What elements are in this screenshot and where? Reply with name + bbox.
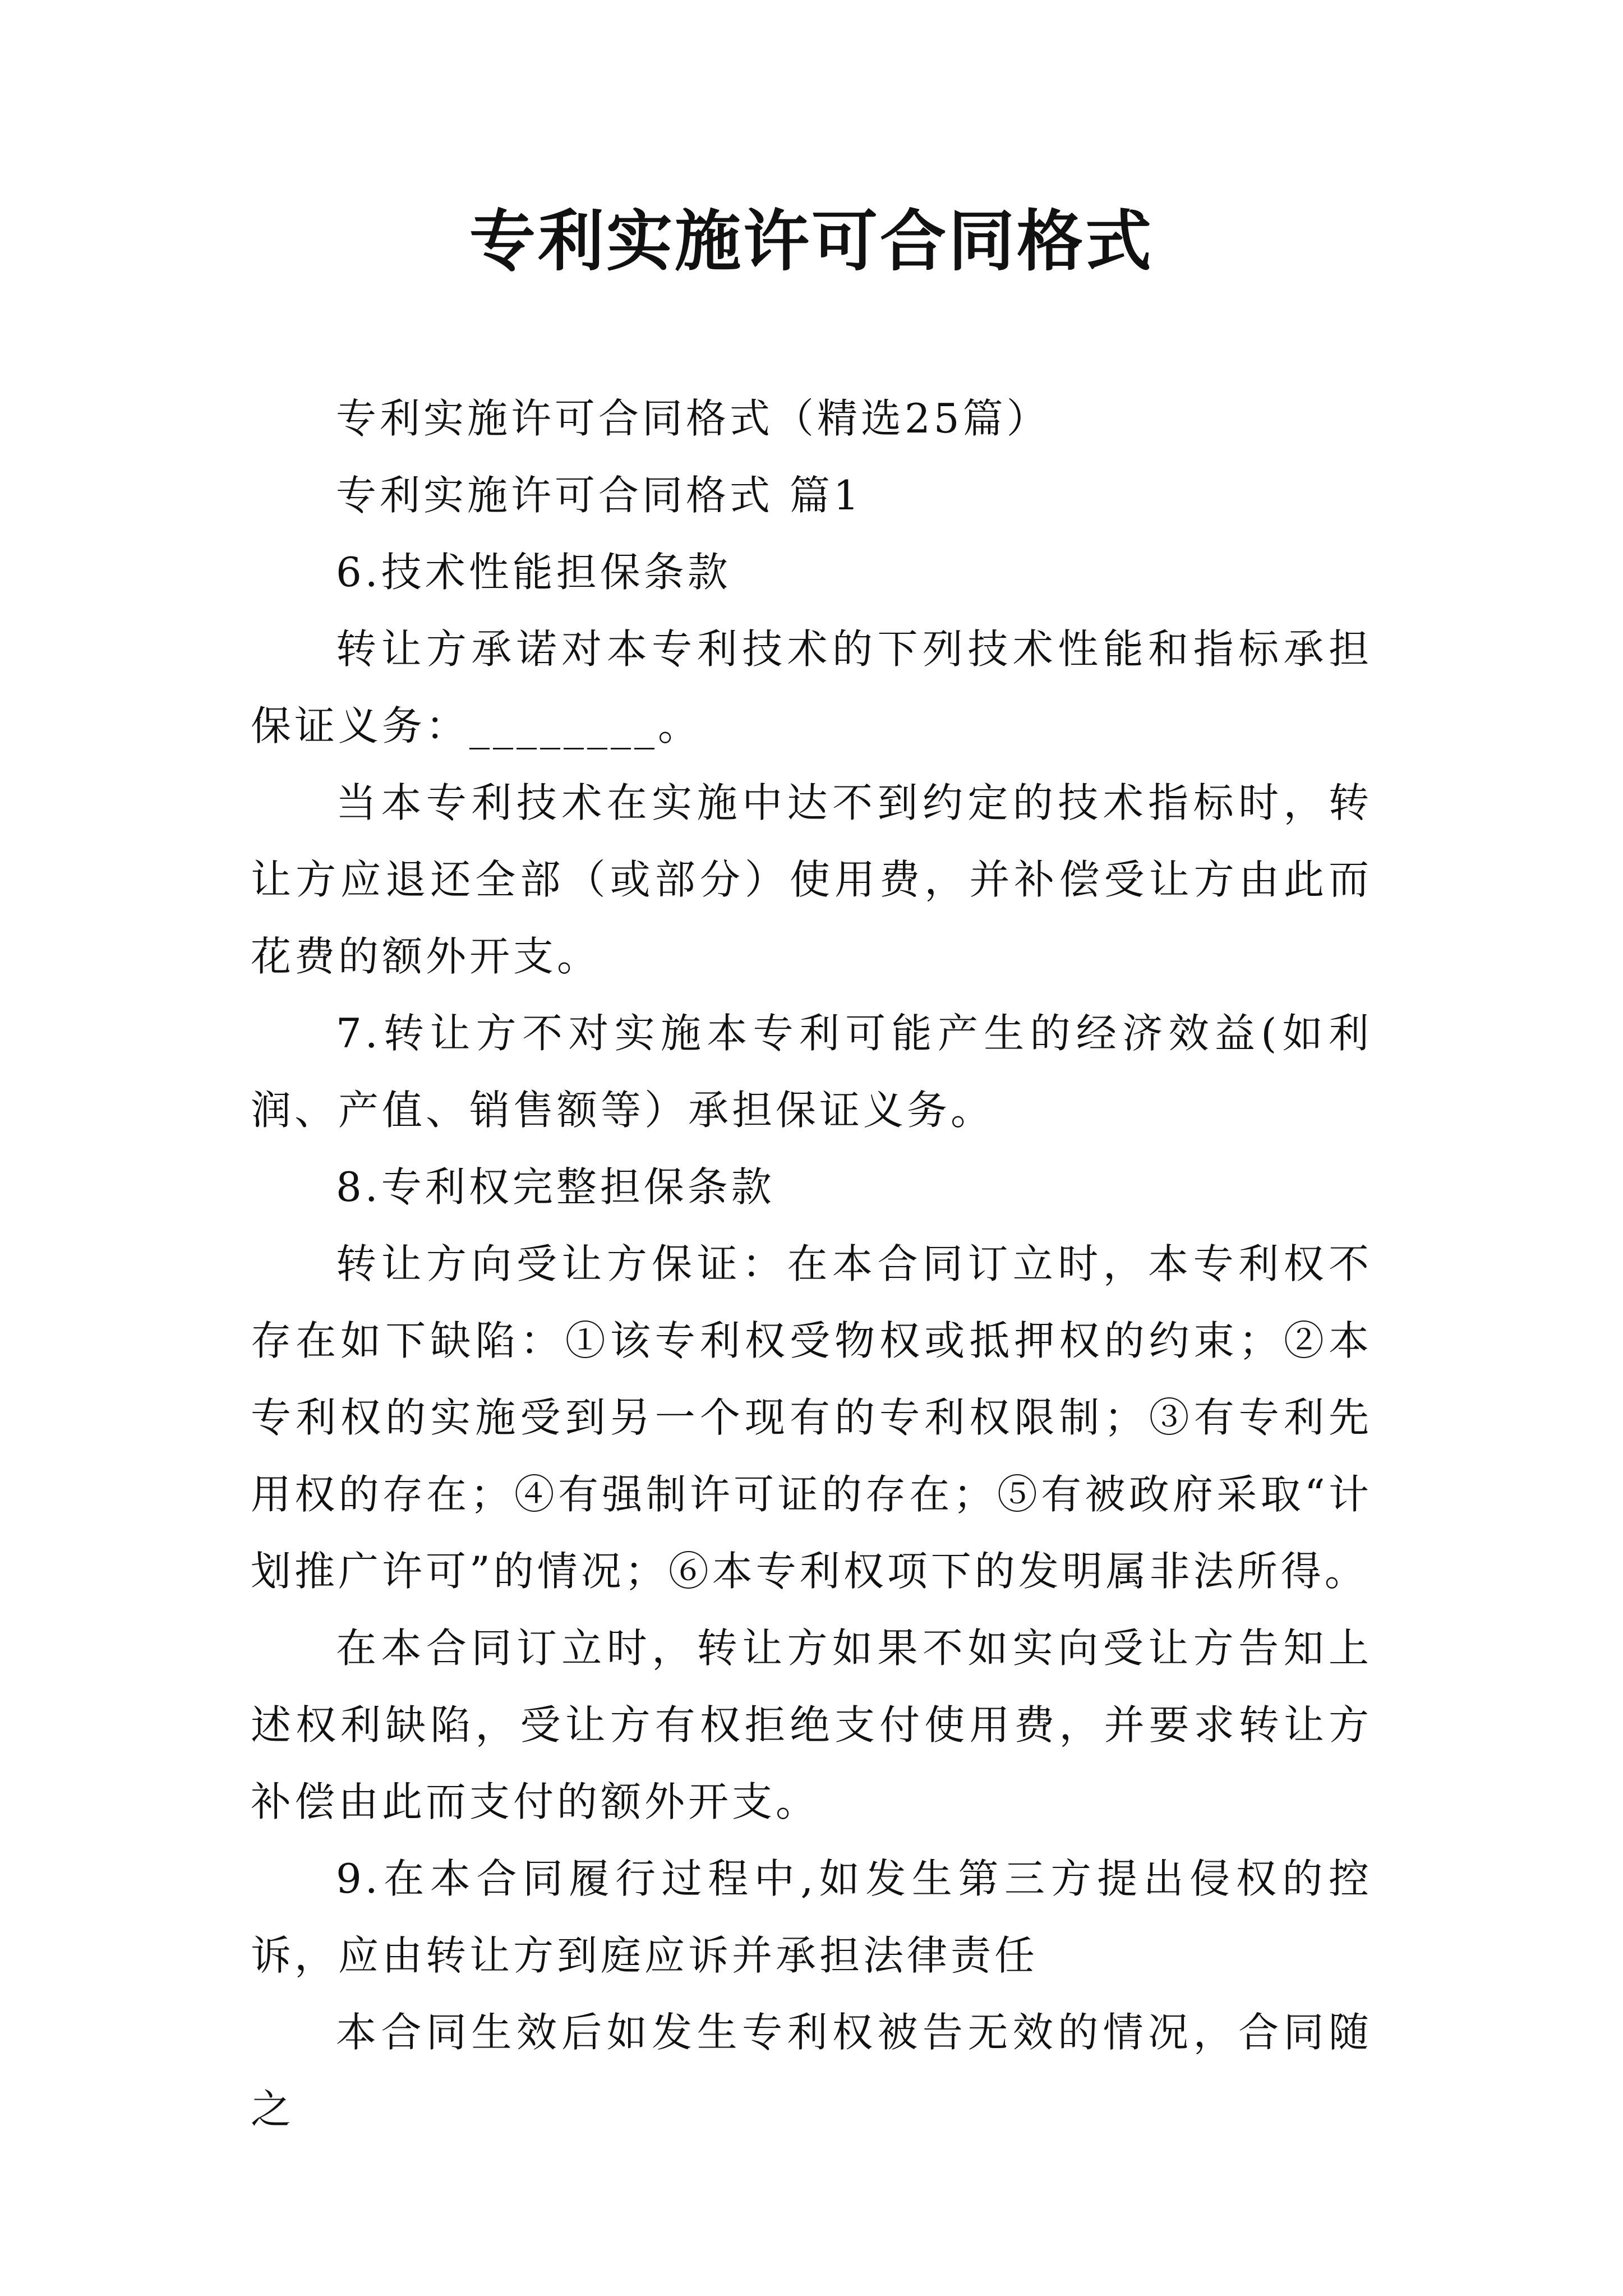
paragraph: 6.技术性能担保条款 xyxy=(336,549,731,596)
document-title: 专利实施许可合同格式 xyxy=(469,202,1154,280)
paragraph: 当本专利技术在实施中达不到约定的技术指标时，转让方应退还全部（或部分）使用费，并补偿受让方由此而花费的额外开支。 xyxy=(251,779,1372,980)
paragraph: 7.转让方不对实施本专利可能产生的经济效益(如利润、产值、销售额等）承担保证义务。 xyxy=(251,1010,1372,1134)
paragraph: 在本合同订立时，转让方如果不如实向受让方告知上述权利缺陷，受让方有权拒绝支付使用费，并要求转让方补偿由此而支付的额外开支。 xyxy=(251,1625,1372,1825)
document-body xyxy=(251,380,1372,2148)
paragraph: 专利实施许可合同格式（精选25篇） xyxy=(336,395,1050,442)
paragraph: 本合同生效后如发生专利权被告无效的情况，合同随之 xyxy=(251,2009,1372,2133)
paragraph: 转让方向受让方保证：在本合同订立时，本专利权不存在如下缺陷：①该专利权受物权或抵押权的约束；②本专利权的实施受到另一个现有的专利权限制；③有专利先用权的存在；④有强制许可证的存在；⑤有被政府采取“计划推广许可”的情况；⑥本专利权项下的发明属非法所得。 xyxy=(251,1240,1372,1595)
paragraph: 专利实施许可合同格式 篇1 xyxy=(336,472,863,519)
paragraph: 转让方承诺对本专利技术的下列技术性能和指标承担保证义务：________。 xyxy=(251,625,1372,749)
paragraph: 9.在本合同履行过程中,如发生第三方提出侵权的控诉，应由转让方到庭应诉并承担法律责任 xyxy=(251,1855,1372,1979)
paragraph: 8.专利权完整担保条款 xyxy=(336,1163,775,1211)
